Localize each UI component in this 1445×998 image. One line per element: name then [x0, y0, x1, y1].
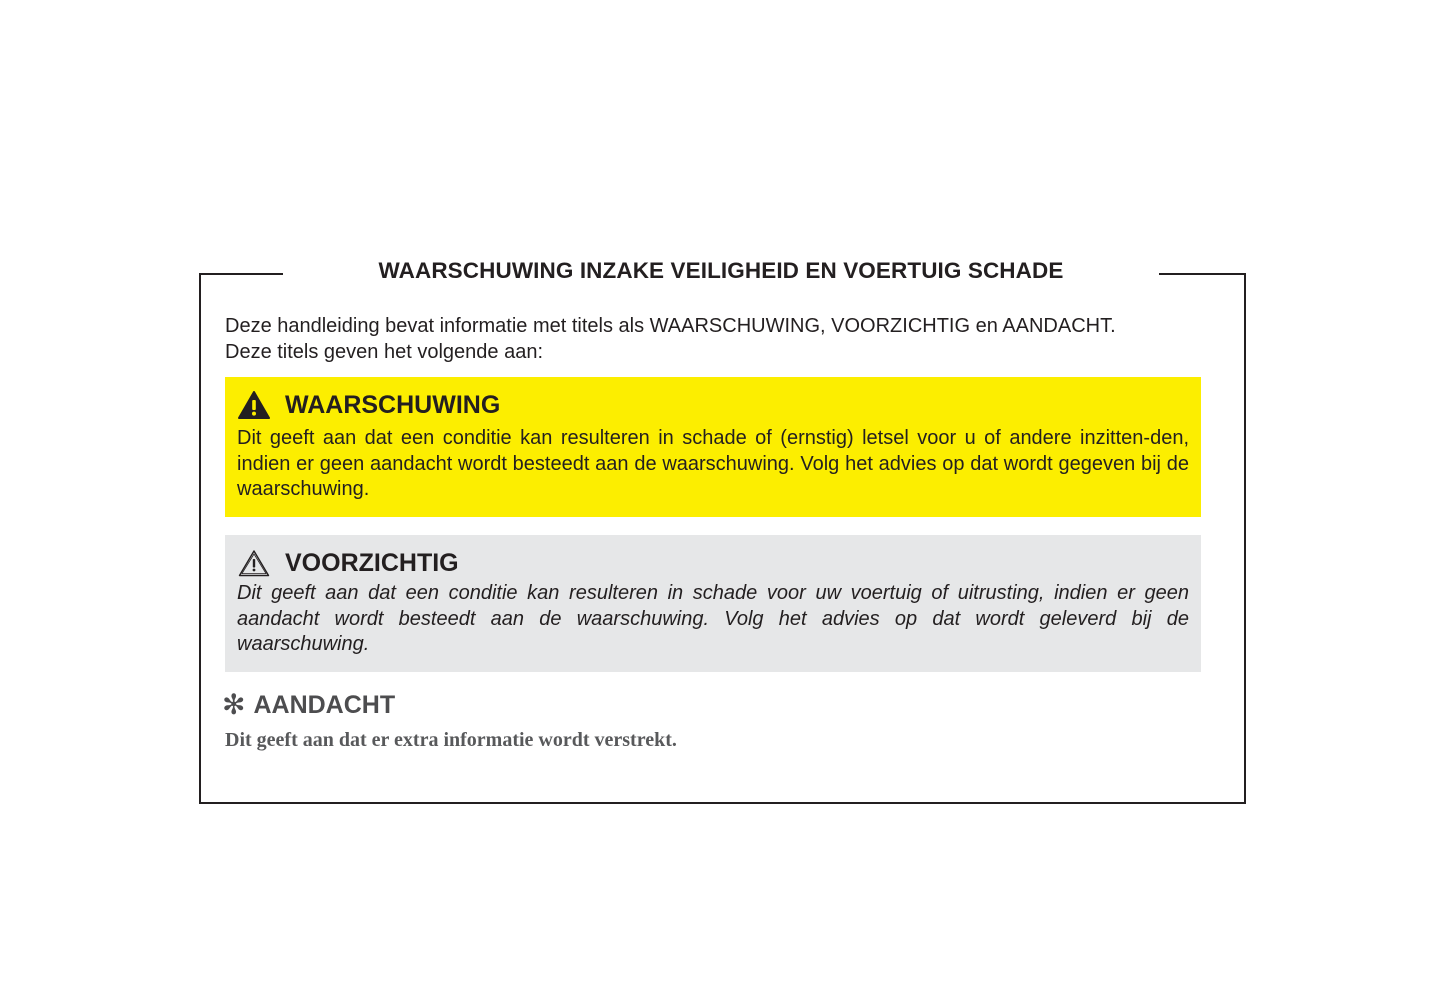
caution-label: VOORZICHTIG	[285, 549, 459, 577]
caution-box	[225, 535, 1201, 672]
warning-triangle-filled-icon	[237, 390, 271, 420]
caution-text: Dit geeft aan dat een conditie kan resulteren in schade voor uw voertuig of uitrusting, indien er geen aandacht wordt besteedt aan de waarschuwing. Volg het advies op dat wordt geleverd bij de waarschuwing.	[237, 582, 1189, 655]
intro-text	[225, 313, 1205, 365]
warning-text: Dit geeft aan dat een conditie kan resulteren in schade of (ernstig) letsel voor u of andere inzitten-den, indien er geen aandacht wordt besteedt aan de waarschuwing. Volg het advies op dat wordt gegeven bij de waarschuwing.	[237, 427, 1189, 500]
intro-line-2: Deze titels geven het volgende aan:	[225, 341, 543, 363]
notice-heading	[222, 690, 395, 720]
page-title: WAARSCHUWING INZAKE VEILIGHEID EN VOERTUIG SCHADE	[378, 258, 1064, 283]
caution-heading	[237, 548, 459, 578]
notice-label: AANDACHT	[253, 691, 396, 719]
asterisk-icon: ✻	[222, 689, 246, 720]
warning-triangle-outline-icon	[237, 548, 271, 578]
warning-box	[225, 377, 1201, 517]
notice-text: Dit geeft aan dat er extra informatie wordt verstrekt.	[225, 729, 677, 751]
warning-label: WAARSCHUWING	[285, 391, 501, 419]
intro-line-1: Deze handleiding bevat informatie met titels als WAARSCHUWING, VOORZICHTIG en AANDACHT.	[225, 315, 1116, 337]
warning-heading	[237, 390, 500, 420]
